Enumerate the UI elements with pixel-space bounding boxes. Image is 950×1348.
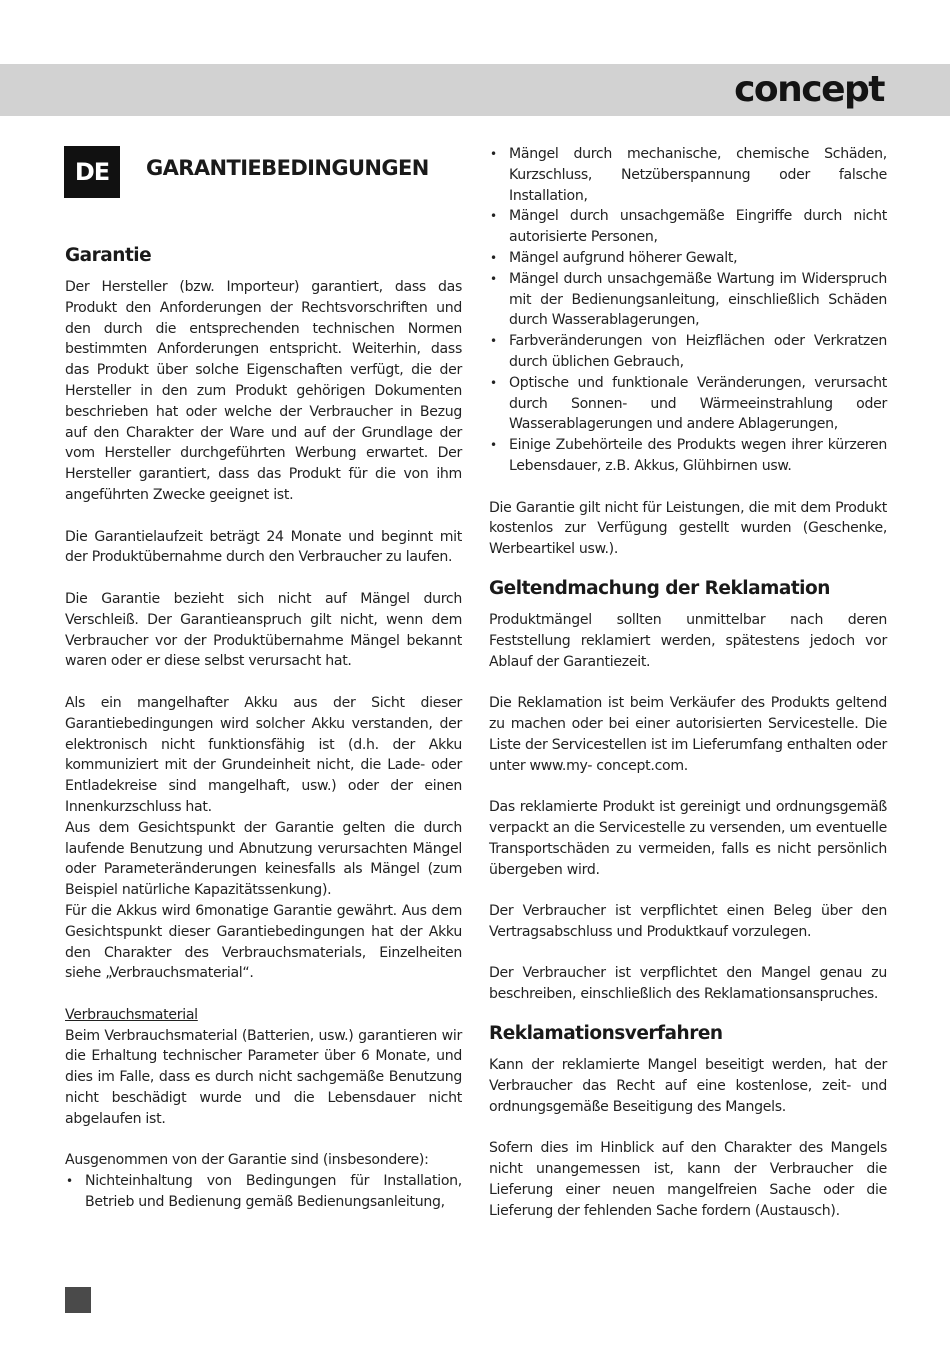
bullet-icon: •	[490, 375, 497, 390]
exclusion-list-continued	[489, 144, 887, 477]
paragraph: Der Hersteller (bzw. Importeur) garantiert, dass das Produkt den Anforderungen der Rechtsvorschriften und den durch die entsprechenden technischen Normen bestimmten Anforderungen entspricht. Weiterhin, dass das Produkt über solche Eigenschaften verfügt, die der Hersteller in den zum Produkt gehörigen Dokumenten beschrieben hat oder welche der Verbraucher in Bezug auf den Charakter der Ware und auf der Grundlage der vom Hersteller durchgeführten Werbung erwartet. Der Hersteller garantiert, dass das Produkt für die von ihm angeführten Zwecke geeignet ist.	[65, 279, 462, 503]
list-item: • Mängel durch mechanische, chemische Schäden, Kurzschluss, Netzüberspannung oder falsche Installation,	[490, 146, 887, 204]
paragraph: Ausgenommen von der Garantie sind (insbesondere):	[65, 1152, 429, 1169]
right-column	[489, 144, 887, 1221]
language-badge: DE	[64, 146, 120, 198]
list-item: • Mängel aufgrund höherer Gewalt,	[489, 248, 887, 269]
left-column	[65, 243, 462, 1213]
page-title: GARANTIEBEDINGUNGEN	[146, 156, 429, 180]
paragraph: Aus dem Gesichtspunkt der Garantie gelten die durch laufende Benutzung und Abnutzung verursachten Mängel oder Parameteränderungen keinesfalls als Mängel (zum Beispiel natürliche Kapazitätssenkung).	[65, 819, 462, 899]
header-bar	[0, 64, 950, 116]
list-item: • Mängel durch unsachgemäße Wartung im Widerspruch mit der Bedienungsanleitung, einschließlich Schäden durch Wasserablagerungen,	[490, 270, 887, 329]
brand-logo: concept	[734, 69, 884, 110]
paragraph: Die Reklamation ist beim Verkäufer des Produkts geltend zu machen oder bei einer autorisierten Servicestelle. Die Liste der Servicestellen ist im Lieferumfang enthalten oder unter www.my- concept.com.	[489, 695, 887, 774]
bullet-icon: •	[490, 147, 497, 161]
paragraph: Sofern dies im Hinblick auf den Charakter des Mangels nicht unangemessen ist, kann der Verbraucher die Lieferung einer neuen mangelfreien Sache oder die Lieferung der fehlenden Sache fordern (Austausch).	[489, 1140, 887, 1219]
list-item: • Farbveränderungen von Heizflächen oder Verkratzen durch üblichen Gebrauch,	[490, 333, 887, 370]
section-heading-garantie: Garantie	[65, 245, 152, 266]
paragraph: Kann der reklamierte Mangel beseitigt werden, hat der Verbraucher das Recht auf eine kostenlose, zeit- und ordnungsgemäße Beseitigung des Mangels.	[489, 1057, 887, 1115]
section-heading-reklamationsverfahren: Reklamationsverfahren	[489, 1023, 723, 1045]
paragraph: Das reklamierte Produkt ist gereinigt und ordnungsgemäß verpackt an die Servicestelle zu versenden, um eventuelle Transportschäden zu vermeiden, falls es nicht persönlich übergeben wird.	[489, 799, 887, 878]
exclusion-list	[65, 1171, 462, 1213]
bullet-icon: •	[490, 250, 497, 265]
paragraph: Beim Verbrauchsmaterial (Batterien, usw.) garantieren wir die Erhaltung technischer Parameter über 6 Monate, und dies im Falle, dass es durch nicht sachgemäße Benutzung nicht beschädigt wurde und die Lebensdauer nicht abgelaufen ist.	[65, 1027, 462, 1127]
paragraph: Die Garantielaufzeit beträgt 24 Monate und beginnt mit der Produktübernahme durch den Verbraucher zu laufen.	[65, 528, 462, 566]
list-item: • Einige Zubehörteile des Produkts wegen ihrer kürzeren Lebensdauer, z.B. Akkus, Glühbirnen usw.	[490, 437, 887, 474]
page-corner-marker	[65, 1287, 91, 1313]
list-item: • Nichteinhaltung von Bedingungen für Installation, Betrieb und Bedienung gemäß Bedienungsanleitung,	[66, 1173, 462, 1211]
bullet-icon: •	[490, 209, 497, 224]
paragraph: Der Verbraucher ist verpflichtet den Mangel genau zu beschreiben, einschließlich des Reklamationsanspruches.	[489, 965, 887, 1003]
bullet-icon: •	[490, 334, 497, 349]
paragraph: Die Garantie gilt nicht für Leistungen, die mit dem Produkt kostenlos zur Verfügung gestellt wurden (Geschenke, Werbeartikel usw.).	[489, 499, 887, 558]
bullet-icon: •	[490, 271, 497, 286]
paragraph: Als ein mangelhafter Akku aus der Sicht dieser Garantiebedingungen wird solcher Akku verstanden, der elektronisch nicht funktionsfähig ist (d.h. der Akku kommuniziert mit der Grundeinheit nicht, die Lade- oder Entladekreise sind mangelhaft, usw.) oder der einen Innenkurzschluss hat.	[65, 694, 462, 815]
subheading-verbrauchsmaterial: Verbrauchsmaterial	[65, 1006, 198, 1023]
bullet-icon: •	[490, 438, 497, 453]
paragraph: Die Garantie bezieht sich nicht auf Mängel durch Verschleiß. Der Garantieanspruch gilt nicht, wenn dem Verbraucher vor der Produktübernahme Mängel bekannt waren oder er diese selbst verursacht hat.	[65, 590, 462, 670]
bullet-icon: •	[66, 1174, 73, 1189]
list-item: • Optische und funktionale Veränderungen, verursacht durch Sonnen- und Wärmeeinstrahlung oder Wasserablagerungen und andere Ablagerungen,	[490, 374, 887, 433]
paragraph: Der Verbraucher ist verpflichtet einen Beleg über den Vertragsabschluss und Produktkauf vorzulegen.	[489, 903, 887, 940]
section-heading-geltendmachung: Geltendmachung der Reklamation	[489, 577, 830, 599]
paragraph: Für die Akkus wird 6monatige Garantie gewährt. Aus dem Gesichtspunkt dieser Garantiebedingungen hat der Akku den Charakter des Verbrauchsmaterials, Einzelheiten siehe „Verbrauchsmaterial“.	[65, 902, 462, 982]
paragraph: Produktmängel sollten unmittelbar nach deren Feststellung reklamiert werden, spätestens jedoch vor Ablauf der Garantiezeit.	[489, 611, 887, 670]
list-item: • Mängel durch unsachgemäße Eingriffe durch nicht autorisierte Personen,	[490, 208, 887, 246]
